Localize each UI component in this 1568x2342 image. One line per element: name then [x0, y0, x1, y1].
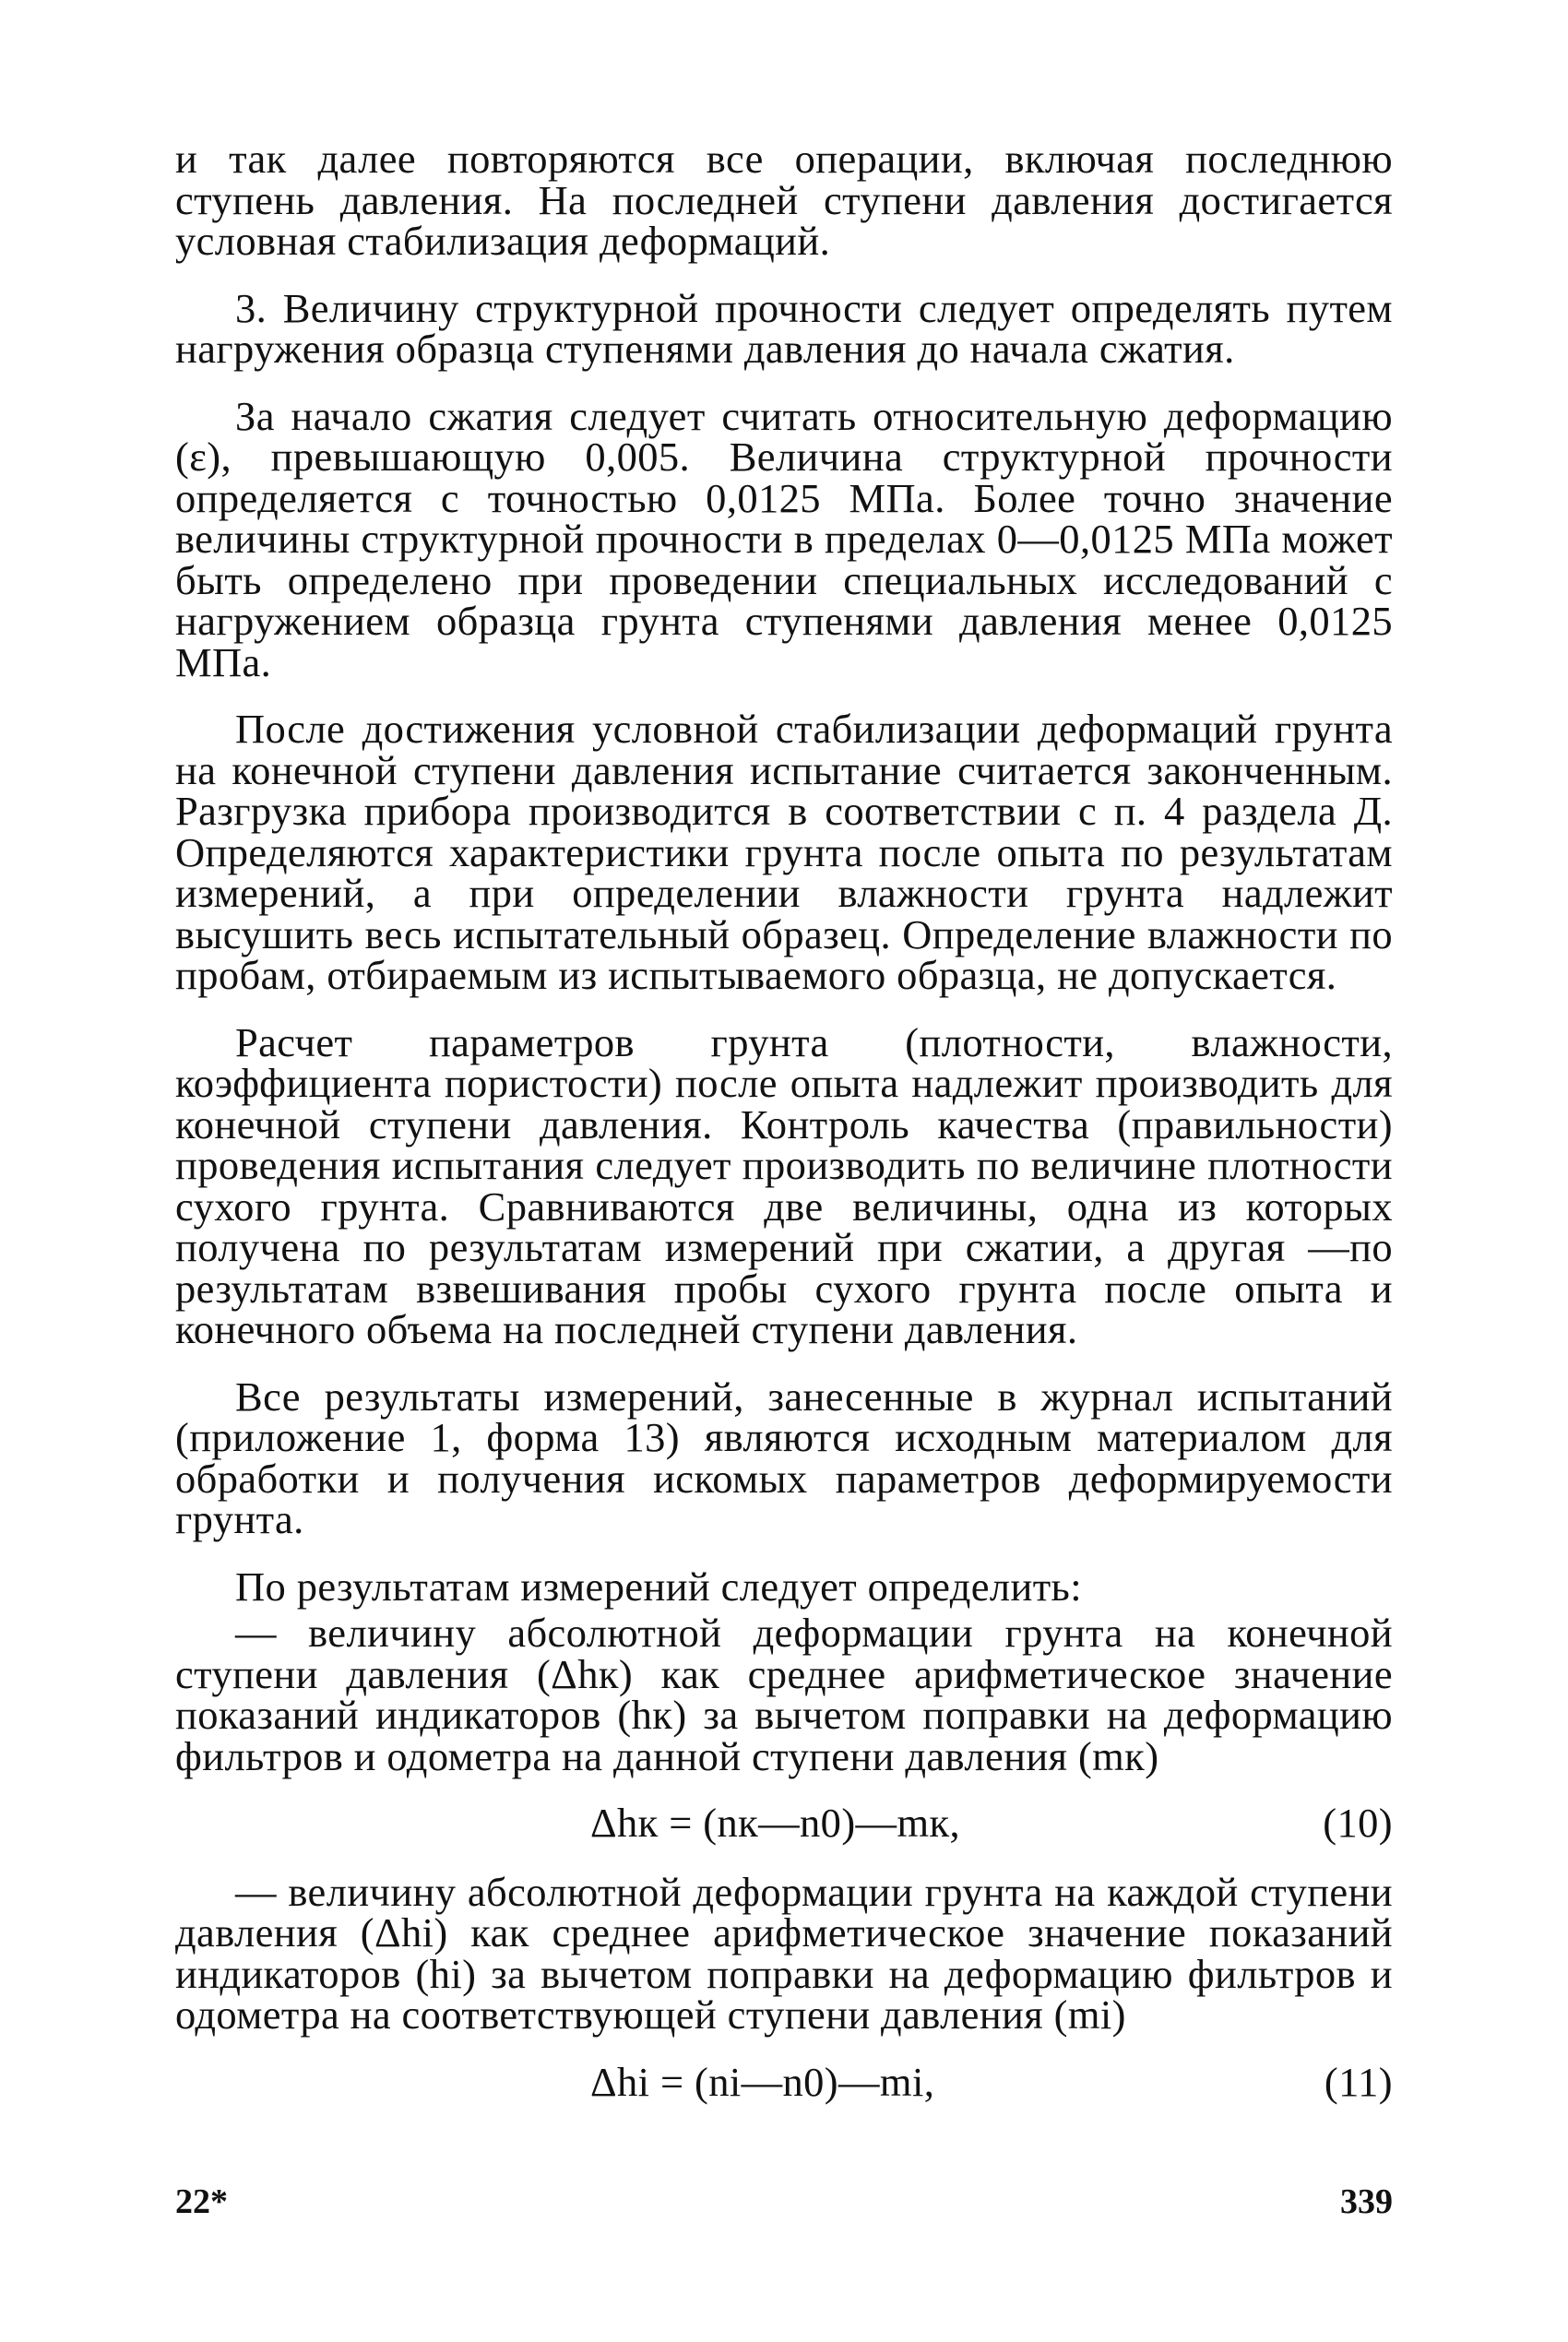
page-footer — [175, 2182, 1393, 2228]
formula-10 — [175, 1802, 1393, 1844]
paragraph-7: По результатам измерений следует определить: — [235, 1563, 1083, 1610]
signature-mark: 22* — [175, 2182, 228, 2221]
formula-11 — [175, 2058, 1393, 2105]
paragraph-5: Расчет параметров грунта (плотности, влажности, коэффициента пористости) после опыта надлежит производить для конечной ступени давления. Контроль качества (правильности) проведения испытания следует производить по величине плотности сухого грунта. Сравниваются две величины, одна из которых получена по результатам измерений при сжатии, а другая —по результатам взвешивания пробы сухого грунта после опыта и конечного объема на последней ступени давления. — [175, 1018, 1393, 1352]
paragraph-9: — величину абсолютной деформации грунта на каждой ступени давления (Δhi) как среднее арифметическое значение показаний индикаторов (hi) за вычетом поправки на деформацию фильтров и одометра на соответствующей ступени давления (mi) — [175, 1868, 1393, 2038]
formula-11-expression: Δhi = (ni—n0)—mi, — [590, 2058, 935, 2105]
formula-10-number: (10) — [1323, 1800, 1393, 1846]
paragraph-1: и так далее повторяются все операции, включая последнюю ступень давления. На последней ступени давления достигается условная стабилизация деформаций. — [175, 136, 1393, 264]
formula-10-expression: Δhк = (nк—n0)—mк, — [590, 1800, 960, 1846]
page-body — [175, 138, 1393, 2260]
paragraph-6: Все результаты измерений, занесенные в журнал испытаний (приложение 1, форма 13) являются исходным материалом для обработки и получения искомых параметров деформируемости грунта. — [175, 1373, 1393, 1542]
paragraph-4: После достижения условной стабилизации деформаций грунта на конечной ступени давления испытание считается законченным. Разгрузка прибора производится в соответствии с п. 4 раздела Д. Определяются характеристики грунта после опыта по результатам измерений, а при определении влажности грунта надлежит высушить весь испытательный образец. Определение влажности по пробам, отбираемым из испытываемого образца, не допускается. — [175, 706, 1393, 998]
page-number: 339 — [1340, 2182, 1393, 2221]
formula-11-number: (11) — [1324, 2058, 1393, 2105]
paragraph-2: 3. Величину структурной прочности следует определять путем нагружения образца ступенями давления до начала сжатия. — [175, 284, 1393, 372]
paragraph-3: За начало сжатия следует считать относительную деформацию (ε), превышающую 0,005. Величина структурной прочности определяется с точностью 0,0125 МПа. Более точно значение величины структурной прочности в пределах 0—0,0125 МПа может быть определено при проведении специальных исследований с нагружением образца грунта ступенями давления менее 0,0125 МПа. — [175, 392, 1393, 685]
paragraph-8: — величину абсолютной деформации грунта на конечной ступени давления (Δhк) как среднее арифметическое значение показаний индикаторов (hк) за вычетом поправки на деформацию фильтров и одометра на данной ступени давления (mк) — [175, 1610, 1393, 1779]
